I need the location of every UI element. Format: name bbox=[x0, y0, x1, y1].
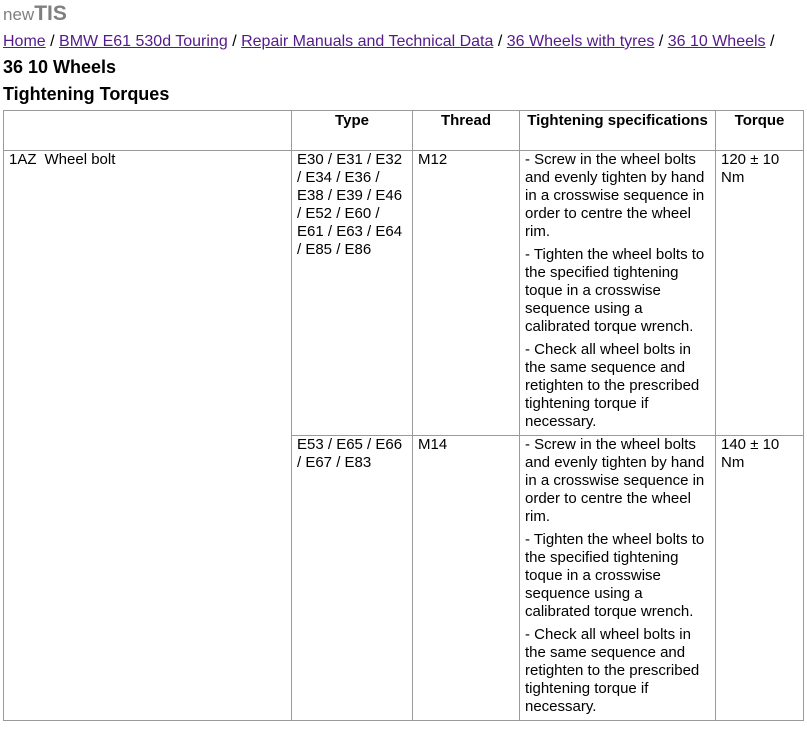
breadcrumb-link-repair-manuals[interactable]: Repair Manuals and Technical Data bbox=[241, 33, 494, 50]
breadcrumb-separator: / bbox=[232, 33, 237, 50]
spec-step: - Screw in the wheel bolts and evenly tighten by hand in a crosswise sequence in order to centre the wheel rim. bbox=[525, 436, 705, 525]
logo-prefix: new bbox=[3, 5, 35, 24]
breadcrumb-separator: / bbox=[770, 33, 775, 50]
logo-brand: TIS bbox=[34, 2, 67, 25]
part-code: 1AZ bbox=[9, 151, 37, 168]
breadcrumb-link-wheels-with-tyres[interactable]: 36 Wheels with tyres bbox=[506, 33, 655, 50]
spec-cell bbox=[520, 436, 716, 721]
breadcrumb-link-home[interactable]: Home bbox=[3, 33, 46, 50]
tightening-torques-table bbox=[3, 110, 804, 721]
newtis-logo bbox=[3, 2, 67, 28]
breadcrumb-link-vehicle[interactable]: BMW E61 530d Touring bbox=[59, 33, 228, 50]
part-name: Wheel bolt bbox=[44, 151, 116, 168]
column-header-torque: Torque bbox=[716, 111, 804, 151]
column-header-spec: Tightening specifications bbox=[520, 111, 716, 151]
spec-step: - Screw in the wheel bolts and evenly tighten by hand in a crosswise sequence in order to centre the wheel rim. bbox=[525, 151, 705, 240]
spec-step: - Check all wheel bolts in the same sequence and retighten to the prescribed tightening torque if necessary. bbox=[525, 626, 700, 715]
column-header-thread: Thread bbox=[413, 111, 520, 151]
column-header-type: Type bbox=[292, 111, 413, 151]
spec-step: - Tighten the wheel bolts to the specified tightening toque in a crosswise sequence using a calibrated torque wrench. bbox=[525, 531, 705, 620]
breadcrumb-separator: / bbox=[497, 33, 503, 50]
type-cell: E30 / E31 / E32 / E34 / E36 / E38 / E39 / E46 / E52 / E60 / E61 / E63 / E64 / E85 / E86 bbox=[292, 151, 413, 436]
thread-cell: M14 bbox=[413, 436, 520, 721]
breadcrumb-separator: / bbox=[658, 33, 664, 50]
breadcrumb bbox=[3, 32, 774, 52]
spec-cell bbox=[520, 151, 716, 436]
torque-cell: 120 ± 10 Nm bbox=[716, 151, 804, 436]
part-cell bbox=[4, 151, 292, 721]
spec-step: - Check all wheel bolts in the same sequence and retighten to the prescribed tightening torque if necessary. bbox=[525, 341, 700, 430]
thread-cell: M12 bbox=[413, 151, 520, 436]
spec-step: - Tighten the wheel bolts to the specified tightening toque in a crosswise sequence using a calibrated torque wrench. bbox=[525, 246, 705, 335]
table-row bbox=[4, 151, 804, 436]
section-title: Tightening Torques bbox=[3, 84, 170, 104]
page-title: 36 10 Wheels bbox=[3, 57, 117, 77]
table-header-row bbox=[4, 111, 804, 151]
breadcrumb-link-wheels[interactable]: 36 10 Wheels bbox=[667, 33, 766, 50]
torque-cell: 140 ± 10 Nm bbox=[716, 436, 804, 721]
breadcrumb-separator: / bbox=[50, 33, 55, 50]
column-header-part bbox=[4, 111, 292, 151]
type-cell: E53 / E65 / E66 / E67 / E83 bbox=[292, 436, 413, 721]
